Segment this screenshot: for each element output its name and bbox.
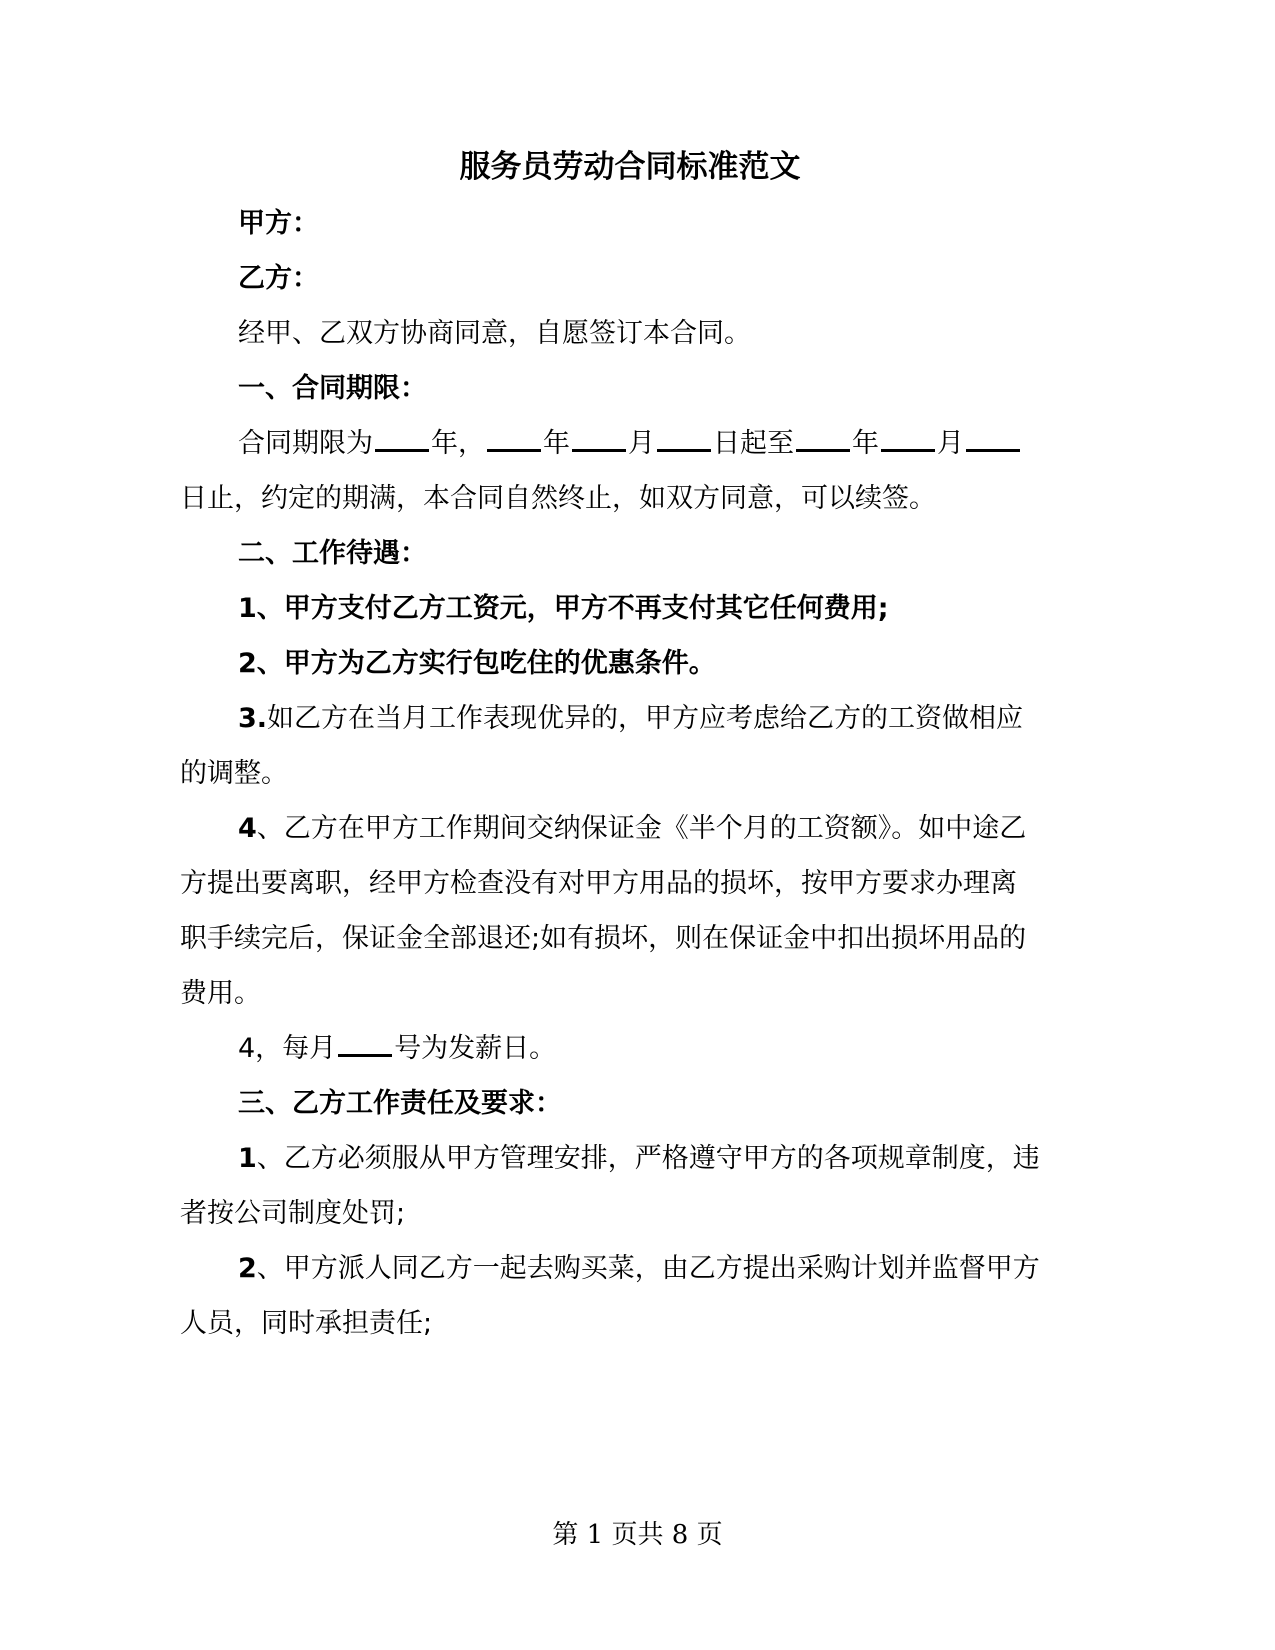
item-number: 3. (238, 703, 268, 734)
blank-field (657, 427, 711, 452)
section-3-item-1 (180, 1131, 1040, 1241)
party-a-label: 甲方： (238, 208, 319, 239)
term-text-3: 月 (628, 428, 655, 459)
document-title: 服务员劳动合同标准范文 (459, 149, 801, 185)
payday-paragraph (180, 1021, 1040, 1076)
section-2-heading: 二、工作待遇： (238, 538, 427, 569)
term-text-1: 年， (431, 428, 485, 459)
party-b-label: 乙方： (238, 263, 319, 294)
payday-text-after: 号为发薪日。 (394, 1033, 557, 1064)
section-2-item-4 (180, 801, 1040, 1021)
item-number: 1 (238, 1143, 257, 1174)
item-text: 、甲方派人同乙方一起去购买菜，由乙方提出采购计划并监督甲方人员，同时承担责任; (180, 1253, 1040, 1339)
item-text: 、乙方在甲方工作期间交纳保证金《半个月的工资额》。如中途乙方提出要离职，经甲方检查没有对甲方用品的损坏，按甲方要求办理离职手续完后，保证金全部退还;如有损坏，则在保证金中扣出损坏用品的费用。 (180, 813, 1027, 1009)
blank-field (487, 427, 541, 452)
section-2-item-1: 1、甲方支付乙方工资元，甲方不再支付其它任何费用; (238, 593, 889, 624)
intro-paragraph: 经甲、乙双方协商同意，自愿签订本合同。 (238, 318, 751, 349)
section-1-heading: 一、合同期限： (238, 373, 427, 404)
blank-field (881, 427, 935, 452)
payday-text-before: 4，每月 (238, 1033, 337, 1064)
term-text-5: 年 (852, 428, 879, 459)
blank-field (338, 1032, 392, 1057)
document-body (180, 138, 1040, 1351)
section-2-item-2: 2、甲方为乙方实行包吃住的优惠条件。 (238, 648, 716, 679)
item-number: 4 (238, 813, 257, 844)
blank-field (572, 427, 626, 452)
item-text: 如乙方在当月工作表现优异的，甲方应考虑给乙方的工资做相应的调整。 (180, 703, 1024, 789)
term-text-4: 日起至 (713, 428, 794, 459)
item-text: 、乙方必须服从甲方管理安排，严格遵守甲方的各项规章制度，违者按公司制度处罚; (180, 1143, 1040, 1229)
blank-field (966, 427, 1020, 452)
section-3-heading: 三、乙方工作责任及要求： (238, 1088, 562, 1119)
blank-field (796, 427, 850, 452)
blank-field (375, 427, 429, 452)
page-number-footer: 第 1 页共 8 页 (552, 1520, 723, 1550)
item-number: 2 (238, 1253, 257, 1284)
term-text-2: 年 (543, 428, 570, 459)
term-text-0: 合同期限为 (238, 428, 373, 459)
section-2-item-3 (180, 691, 1040, 801)
term-text-6: 月 (937, 428, 964, 459)
section-3-item-2 (180, 1241, 1040, 1351)
term-text-7: 日止，约定的期满，本合同自然终止，如双方同意，可以续签。 (180, 483, 936, 514)
contract-term-paragraph (180, 416, 1040, 526)
